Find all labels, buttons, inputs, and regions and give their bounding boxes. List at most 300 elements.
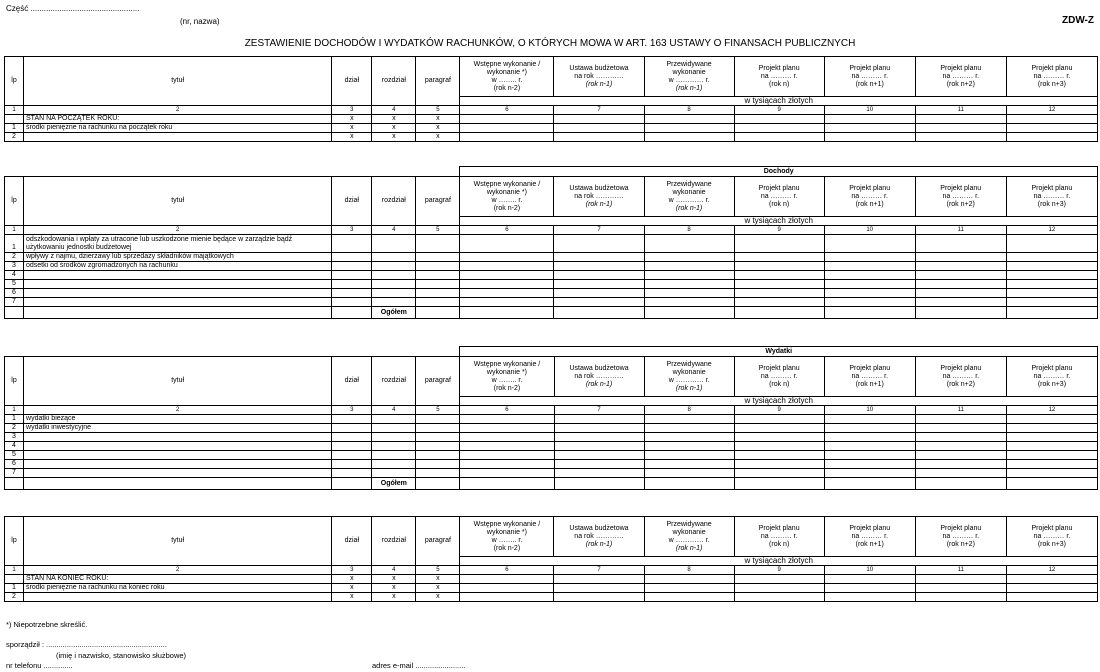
row-lp: 7 [5, 469, 24, 478]
row-title [24, 442, 332, 451]
value-cell[interactable] [1006, 253, 1097, 262]
value-cell[interactable] [372, 460, 416, 469]
value-cell[interactable] [554, 280, 644, 289]
row-lp: 2 [5, 424, 24, 433]
column-number: 5 [416, 106, 460, 115]
value-cell[interactable] [372, 289, 416, 298]
header-line: na ……… r. [942, 192, 980, 200]
value-cell[interactable] [824, 307, 915, 319]
header-line: Wstępne wykonanie / [473, 180, 541, 188]
row-title-line: użytkowaniu jednostki budżetowej [26, 243, 132, 251]
value-cell[interactable] [554, 124, 644, 133]
column-number: 10 [824, 566, 915, 575]
value-cell[interactable] [915, 424, 1006, 433]
value-cell[interactable] [915, 298, 1006, 307]
value-cell[interactable] [416, 235, 460, 253]
phone-field[interactable]: nr telefonu .............. [6, 661, 73, 670]
column-number: 12 [1006, 406, 1097, 415]
value-cell[interactable] [1006, 442, 1097, 451]
value-cell[interactable] [372, 469, 416, 478]
value-cell[interactable] [1006, 433, 1097, 442]
col-tytul: tytuł [24, 517, 332, 566]
value-cell[interactable] [416, 415, 460, 424]
unit-label: w tysiącach złotych [460, 217, 1098, 226]
email-field[interactable]: adres e-mail ........................ [372, 661, 466, 670]
column-number: 5 [416, 226, 460, 235]
value-cell[interactable] [554, 451, 644, 460]
value-cell[interactable] [1006, 124, 1097, 133]
col-tytul: tytuł [24, 357, 332, 406]
column-number: 7 [554, 106, 644, 115]
value-cell[interactable] [554, 424, 644, 433]
value-cell[interactable] [915, 478, 1006, 490]
value-cell[interactable] [372, 298, 416, 307]
table-row [5, 460, 1098, 469]
value-cell[interactable] [460, 235, 554, 253]
value-cell[interactable] [554, 271, 644, 280]
value-cell[interactable] [1006, 593, 1097, 602]
col-paragraf: paragraf [416, 177, 460, 226]
value-cell[interactable] [915, 307, 1006, 319]
column-number: 1 [5, 226, 24, 235]
column-number: 4 [372, 406, 416, 415]
value-cell[interactable] [644, 124, 734, 133]
value-cell[interactable] [644, 451, 734, 460]
value-cell[interactable] [416, 298, 460, 307]
value-cell[interactable] [734, 415, 824, 424]
x-mark: x [332, 575, 372, 584]
value-cell[interactable] [644, 460, 734, 469]
value-cell[interactable] [460, 262, 554, 271]
value-cell[interactable] [915, 253, 1006, 262]
value-cell[interactable] [332, 298, 372, 307]
value-cell[interactable] [332, 424, 372, 433]
header-line: Przewidywane [666, 360, 712, 368]
column-number: 2 [24, 406, 332, 415]
value-cell[interactable] [332, 235, 372, 253]
value-cell[interactable] [734, 307, 824, 319]
value-cell[interactable] [915, 115, 1006, 124]
col-rozdzial: rozdział [372, 517, 416, 566]
value-cell[interactable] [372, 271, 416, 280]
value-cell[interactable] [1006, 460, 1097, 469]
value-cell[interactable] [734, 451, 824, 460]
value-cell[interactable] [644, 575, 734, 584]
value-cell[interactable] [460, 124, 554, 133]
value-cell[interactable] [554, 235, 644, 253]
header-line: (rok n) [769, 540, 790, 548]
column-number: 11 [915, 566, 1006, 575]
value-cell[interactable] [734, 235, 824, 253]
table-row [5, 298, 1098, 307]
value-cell[interactable] [554, 115, 644, 124]
value-cell[interactable] [1006, 451, 1097, 460]
col-c9 [734, 357, 824, 397]
value-cell[interactable] [416, 424, 460, 433]
table-row [5, 280, 1098, 289]
value-cell[interactable] [1006, 584, 1097, 593]
total-row [5, 478, 1098, 490]
value-cell[interactable] [460, 289, 554, 298]
value-cell[interactable] [644, 271, 734, 280]
value-cell[interactable] [1006, 415, 1097, 424]
value-cell[interactable] [734, 289, 824, 298]
row-lp: 3 [5, 262, 24, 271]
value-cell[interactable] [915, 460, 1006, 469]
value-cell[interactable] [1006, 298, 1097, 307]
table-row [5, 271, 1098, 280]
header-line: Projekt planu [940, 524, 982, 532]
value-cell[interactable] [915, 289, 1006, 298]
section-title: Wydatki [460, 347, 1098, 357]
column-number: 6 [460, 226, 554, 235]
value-cell[interactable] [915, 469, 1006, 478]
value-cell[interactable] [824, 271, 915, 280]
header-line: na ……… r. [1033, 72, 1071, 80]
col-c6 [460, 57, 554, 97]
value-cell[interactable] [824, 593, 915, 602]
value-cell[interactable] [554, 415, 644, 424]
table-row [5, 593, 1098, 602]
form-code: ZDW-Z [1061, 15, 1094, 26]
value-cell[interactable] [416, 460, 460, 469]
value-cell[interactable] [644, 235, 734, 253]
header-line: na rok ………… [574, 192, 624, 200]
value-cell[interactable] [332, 280, 372, 289]
col-c9 [734, 57, 824, 97]
value-cell[interactable] [372, 442, 416, 451]
value-cell[interactable] [915, 442, 1006, 451]
value-cell[interactable] [554, 133, 644, 142]
column-number: 6 [460, 566, 554, 575]
column-number: 6 [460, 106, 554, 115]
col-c7 [554, 517, 644, 557]
section4-table [4, 516, 1098, 602]
value-cell[interactable] [915, 124, 1006, 133]
value-cell[interactable] [460, 451, 554, 460]
value-cell[interactable] [915, 271, 1006, 280]
row-lp: 6 [5, 289, 24, 298]
value-cell[interactable] [644, 442, 734, 451]
value-cell[interactable] [734, 424, 824, 433]
value-cell[interactable] [460, 253, 554, 262]
header-line: na ……… r. [1033, 192, 1071, 200]
value-cell[interactable] [824, 433, 915, 442]
value-cell[interactable] [824, 289, 915, 298]
value-cell[interactable] [416, 280, 460, 289]
value-cell[interactable] [460, 478, 554, 490]
col-c6 [460, 357, 554, 397]
value-cell[interactable] [416, 469, 460, 478]
value-cell[interactable] [554, 289, 644, 298]
value-cell[interactable] [824, 133, 915, 142]
value-cell[interactable] [734, 460, 824, 469]
value-cell[interactable] [460, 460, 554, 469]
row-heading: STAN NA POCZĄTEK ROKU: [24, 115, 332, 124]
value-cell[interactable] [460, 280, 554, 289]
value-cell[interactable] [824, 424, 915, 433]
value-cell[interactable] [554, 433, 644, 442]
value-cell[interactable] [416, 451, 460, 460]
value-cell[interactable] [734, 280, 824, 289]
column-number: 6 [460, 406, 554, 415]
value-cell[interactable] [824, 460, 915, 469]
value-cell[interactable] [824, 298, 915, 307]
value-cell[interactable] [554, 442, 644, 451]
value-cell[interactable] [1006, 271, 1097, 280]
value-cell[interactable] [460, 584, 554, 593]
value-cell[interactable] [554, 575, 644, 584]
header-line: (rok n+2) [946, 80, 975, 88]
value-cell[interactable] [372, 415, 416, 424]
value-cell[interactable] [644, 433, 734, 442]
value-cell[interactable] [332, 289, 372, 298]
header-line: Projekt planu [758, 524, 800, 532]
x-mark: x [372, 124, 416, 133]
header-line: (rok n-2) [493, 544, 521, 552]
value-cell[interactable] [332, 415, 372, 424]
column-number: 1 [5, 106, 24, 115]
value-cell[interactable] [554, 460, 644, 469]
value-cell[interactable] [734, 442, 824, 451]
value-cell[interactable] [915, 133, 1006, 142]
value-cell[interactable] [416, 289, 460, 298]
header-line: wykonanie *) [486, 528, 527, 536]
value-cell[interactable] [824, 253, 915, 262]
col-tytul: tytuł [24, 177, 332, 226]
value-cell[interactable] [734, 593, 824, 602]
x-mark: x [332, 593, 372, 602]
value-cell[interactable] [824, 451, 915, 460]
value-cell[interactable] [644, 584, 734, 593]
value-cell[interactable] [734, 469, 824, 478]
value-cell[interactable] [644, 469, 734, 478]
header-line: na ……… r. [851, 192, 888, 200]
value-cell[interactable] [416, 433, 460, 442]
column-number: 11 [915, 226, 1006, 235]
row-title [24, 451, 332, 460]
col-rozdzial: rozdział [372, 57, 416, 106]
header-line: Projekt planu [849, 184, 891, 192]
header-line: na ……… r. [1033, 532, 1071, 540]
column-number: 12 [1006, 566, 1097, 575]
value-cell[interactable] [734, 298, 824, 307]
value-cell[interactable] [644, 478, 734, 490]
value-cell[interactable] [1006, 469, 1097, 478]
value-cell[interactable] [915, 235, 1006, 253]
value-cell[interactable] [372, 262, 416, 271]
value-cell[interactable] [824, 124, 915, 133]
value-cell[interactable] [332, 442, 372, 451]
value-cell[interactable] [332, 460, 372, 469]
value-cell[interactable] [824, 415, 915, 424]
value-cell[interactable] [460, 115, 554, 124]
value-cell[interactable] [554, 593, 644, 602]
value-cell[interactable] [460, 424, 554, 433]
value-cell[interactable] [1006, 575, 1097, 584]
value-cell[interactable] [554, 253, 644, 262]
value-cell[interactable] [460, 442, 554, 451]
x-mark: x [416, 575, 460, 584]
header-line: w ………… r. [668, 76, 710, 84]
value-cell[interactable] [416, 271, 460, 280]
header-line: Ustawa budżetowa [569, 184, 629, 192]
value-cell[interactable] [1006, 280, 1097, 289]
col-c10 [824, 357, 915, 397]
value-cell[interactable] [1006, 133, 1097, 142]
value-cell[interactable] [824, 262, 915, 271]
value-cell[interactable] [915, 280, 1006, 289]
value-cell[interactable] [416, 253, 460, 262]
value-cell[interactable] [734, 115, 824, 124]
value-cell[interactable] [1006, 424, 1097, 433]
value-cell[interactable] [824, 478, 915, 490]
row-title: odsetki od środków zgromadzonych na rachunku [24, 262, 332, 271]
table-row [5, 469, 1098, 478]
column-number: 9 [734, 566, 824, 575]
value-cell[interactable] [644, 307, 734, 319]
header-line: (rok n+2) [946, 540, 975, 548]
value-cell[interactable] [372, 424, 416, 433]
prepared-by-field[interactable]: sporządził : .......................................................... [6, 640, 167, 649]
value-cell[interactable] [644, 115, 734, 124]
value-cell[interactable] [554, 298, 644, 307]
value-cell[interactable] [460, 575, 554, 584]
value-cell[interactable] [460, 271, 554, 280]
value-cell[interactable] [372, 253, 416, 262]
header-line: (rok n-1) [585, 380, 613, 388]
value-cell[interactable] [734, 575, 824, 584]
header-line: (rok n+1) [855, 540, 884, 548]
table-row [5, 415, 1098, 424]
value-cell[interactable] [372, 451, 416, 460]
header-line: Ustawa budżetowa [569, 524, 629, 532]
row-title [24, 433, 332, 442]
value-cell[interactable] [644, 133, 734, 142]
value-cell[interactable] [460, 298, 554, 307]
value-cell[interactable] [824, 575, 915, 584]
value-cell[interactable] [1006, 289, 1097, 298]
value-cell[interactable] [416, 262, 460, 271]
value-cell[interactable] [332, 433, 372, 442]
column-number: 9 [734, 226, 824, 235]
table-row [5, 575, 1098, 584]
header-line: wykonanie *) [486, 68, 527, 76]
value-cell[interactable] [372, 433, 416, 442]
header-line: Projekt planu [940, 64, 982, 72]
value-cell[interactable] [915, 584, 1006, 593]
value-cell[interactable] [554, 469, 644, 478]
col-c6 [460, 177, 554, 217]
value-cell[interactable] [734, 262, 824, 271]
value-cell[interactable] [824, 469, 915, 478]
value-cell[interactable] [332, 253, 372, 262]
value-cell[interactable] [915, 433, 1006, 442]
value-cell[interactable] [460, 593, 554, 602]
header-line: (rok n+2) [946, 380, 975, 388]
value-cell[interactable] [644, 262, 734, 271]
value-cell[interactable] [416, 442, 460, 451]
value-cell[interactable] [460, 415, 554, 424]
header-line: Przewidywane [666, 520, 712, 528]
value-cell[interactable] [824, 584, 915, 593]
value-cell[interactable] [644, 593, 734, 602]
value-cell[interactable] [644, 289, 734, 298]
value-cell[interactable] [1006, 478, 1097, 490]
value-cell[interactable] [734, 253, 824, 262]
value-cell[interactable] [824, 115, 915, 124]
value-cell[interactable] [734, 124, 824, 133]
footnote: *) Niepotrzebne skreślić. [6, 620, 88, 629]
value-cell[interactable] [734, 584, 824, 593]
col-tytul: tytuł [24, 57, 332, 106]
value-cell[interactable] [460, 307, 554, 319]
value-cell[interactable] [915, 415, 1006, 424]
header-line: (rok n-1) [585, 540, 613, 548]
value-cell[interactable] [644, 280, 734, 289]
value-cell[interactable] [915, 593, 1006, 602]
col-dzial: dział [332, 177, 372, 226]
header-line: wykonanie [672, 188, 706, 196]
value-cell[interactable] [644, 253, 734, 262]
table-row [5, 133, 1098, 142]
col-dzial: dział [332, 57, 372, 106]
value-cell[interactable] [824, 442, 915, 451]
row-lp: 2 [5, 593, 24, 602]
header-line: Przewidywane [666, 180, 712, 188]
value-cell[interactable] [734, 433, 824, 442]
value-cell[interactable] [460, 469, 554, 478]
row-lp: 1 [5, 124, 24, 133]
column-number: 4 [372, 106, 416, 115]
value-cell[interactable] [824, 235, 915, 253]
value-cell[interactable] [1006, 235, 1097, 253]
column-number: 3 [332, 566, 372, 575]
header-line: na ……… r. [760, 532, 798, 540]
value-cell[interactable] [1006, 115, 1097, 124]
value-cell[interactable] [332, 451, 372, 460]
value-cell[interactable] [644, 424, 734, 433]
value-cell[interactable] [332, 469, 372, 478]
value-cell[interactable] [644, 415, 734, 424]
header-line: wykonanie [672, 528, 706, 536]
value-cell[interactable] [372, 235, 416, 253]
value-cell[interactable] [372, 280, 416, 289]
value-cell[interactable] [915, 262, 1006, 271]
value-cell[interactable] [332, 262, 372, 271]
value-cell[interactable] [1006, 307, 1097, 319]
value-cell[interactable] [734, 478, 824, 490]
row-lp: 1 [5, 235, 24, 253]
column-number: 2 [24, 106, 332, 115]
value-cell[interactable] [915, 575, 1006, 584]
header-line: na ……… r. [942, 532, 980, 540]
value-cell[interactable] [1006, 262, 1097, 271]
value-cell[interactable] [332, 271, 372, 280]
value-cell[interactable] [644, 298, 734, 307]
value-cell[interactable] [554, 478, 644, 490]
value-cell[interactable] [734, 133, 824, 142]
value-cell[interactable] [824, 280, 915, 289]
table-row [5, 584, 1098, 593]
value-cell[interactable] [554, 584, 644, 593]
value-cell[interactable] [554, 262, 644, 271]
value-cell[interactable] [460, 433, 554, 442]
value-cell[interactable] [460, 133, 554, 142]
value-cell[interactable] [915, 451, 1006, 460]
value-cell[interactable] [734, 271, 824, 280]
value-cell[interactable] [554, 307, 644, 319]
